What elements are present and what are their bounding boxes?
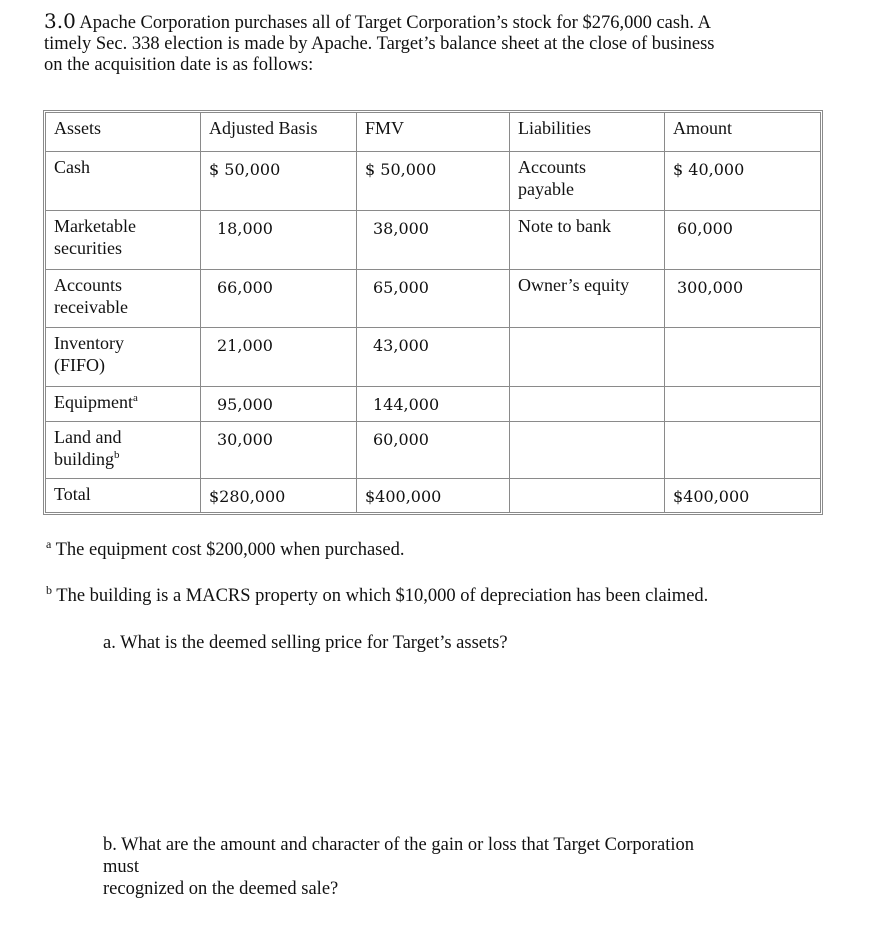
asset-cell: Land and building$^b$ [46, 422, 201, 479]
liability-cell [510, 422, 665, 479]
amount-cell: $ 40,000 [665, 152, 820, 211]
fmv-cell: 38,000 [357, 211, 510, 270]
table-row [46, 387, 820, 422]
footnote-marker-a: a [133, 392, 138, 404]
asset-cell: Cash [46, 152, 201, 211]
fmv-cell: 43,000 [357, 328, 510, 387]
table-header-row [46, 113, 820, 152]
fmv-cell: 65,000 [357, 270, 510, 328]
liability-cell [510, 387, 665, 422]
table-row [46, 152, 820, 211]
problem-statement [44, 11, 844, 76]
basis-cell: 18,000 [201, 211, 357, 270]
problem-line-1: 3.0 Apache Corporation purchases all of Target Corporation’s stock for $276,000 cash. A [44, 9, 711, 33]
amount-cell: 300,000 [665, 270, 820, 328]
basis-cell: 95,000 [201, 387, 357, 422]
table-row [46, 211, 820, 270]
liability-cell [510, 328, 665, 387]
amount-cell [665, 328, 820, 387]
problem-line-3: on the acquisition date is as follows: [44, 55, 314, 75]
table-row [46, 270, 820, 328]
basis-cell: $280,000 [201, 479, 357, 512]
question-b: b. What are the amount and character of the gain or loss that Target Corporation must recognized on the deemed sale? [103, 835, 695, 899]
asset-cell: Inventory (FIFO) [46, 328, 201, 387]
question-a: a. What is the deemed selling price for Target’s assets? [103, 633, 508, 653]
fmv-cell: $400,000 [357, 479, 510, 512]
footnote-b: $^b$ The building is a MACRS property on which $10,000 of depreciation has been claimed. [46, 582, 709, 606]
asset-cell: Accounts receivable [46, 270, 201, 328]
asset-cell: Marketable securities [46, 211, 201, 270]
liability-cell [510, 479, 665, 512]
table-row [46, 328, 820, 387]
header-adjusted-basis: Adjusted Basis [201, 113, 357, 152]
table-row [46, 422, 820, 479]
liability-cell: Note to bank [510, 211, 665, 270]
header-liabilities: Liabilities [510, 113, 665, 152]
footnote-a: $^a$ The equipment cost $200,000 when purchased. [46, 536, 405, 560]
footnote-marker-b: b [114, 449, 120, 461]
asset-cell: Equipment$^a$ [46, 387, 201, 422]
header-assets: Assets [46, 113, 201, 152]
header-fmv: FMV [357, 113, 510, 152]
problem-line-2: timely Sec. 338 election is made by Apache. Target’s balance sheet at the close of business [44, 34, 715, 54]
header-amount: Amount [665, 113, 820, 152]
liability-cell: Owner’s equity [510, 270, 665, 328]
fmv-cell: 144,000 [357, 387, 510, 422]
balance-sheet-table [43, 110, 823, 515]
problem-number: 3.0 [44, 9, 76, 33]
amount-cell: $400,000 [673, 487, 750, 506]
amount-cell [665, 387, 820, 422]
basis-cell: $ 50,000 [201, 152, 357, 211]
fmv-cell: 60,000 [357, 422, 510, 479]
basis-cell: 66,000 [201, 270, 357, 328]
basis-cell: 30,000 [201, 422, 357, 479]
basis-cell: 21,000 [201, 328, 357, 387]
liability-cell: Accounts payable [510, 152, 665, 211]
fmv-cell: $ 50,000 [357, 152, 510, 211]
asset-cell: Total [46, 479, 201, 512]
amount-cell: 60,000 [665, 211, 820, 270]
amount-cell [665, 422, 820, 479]
table-total-row [46, 479, 820, 512]
